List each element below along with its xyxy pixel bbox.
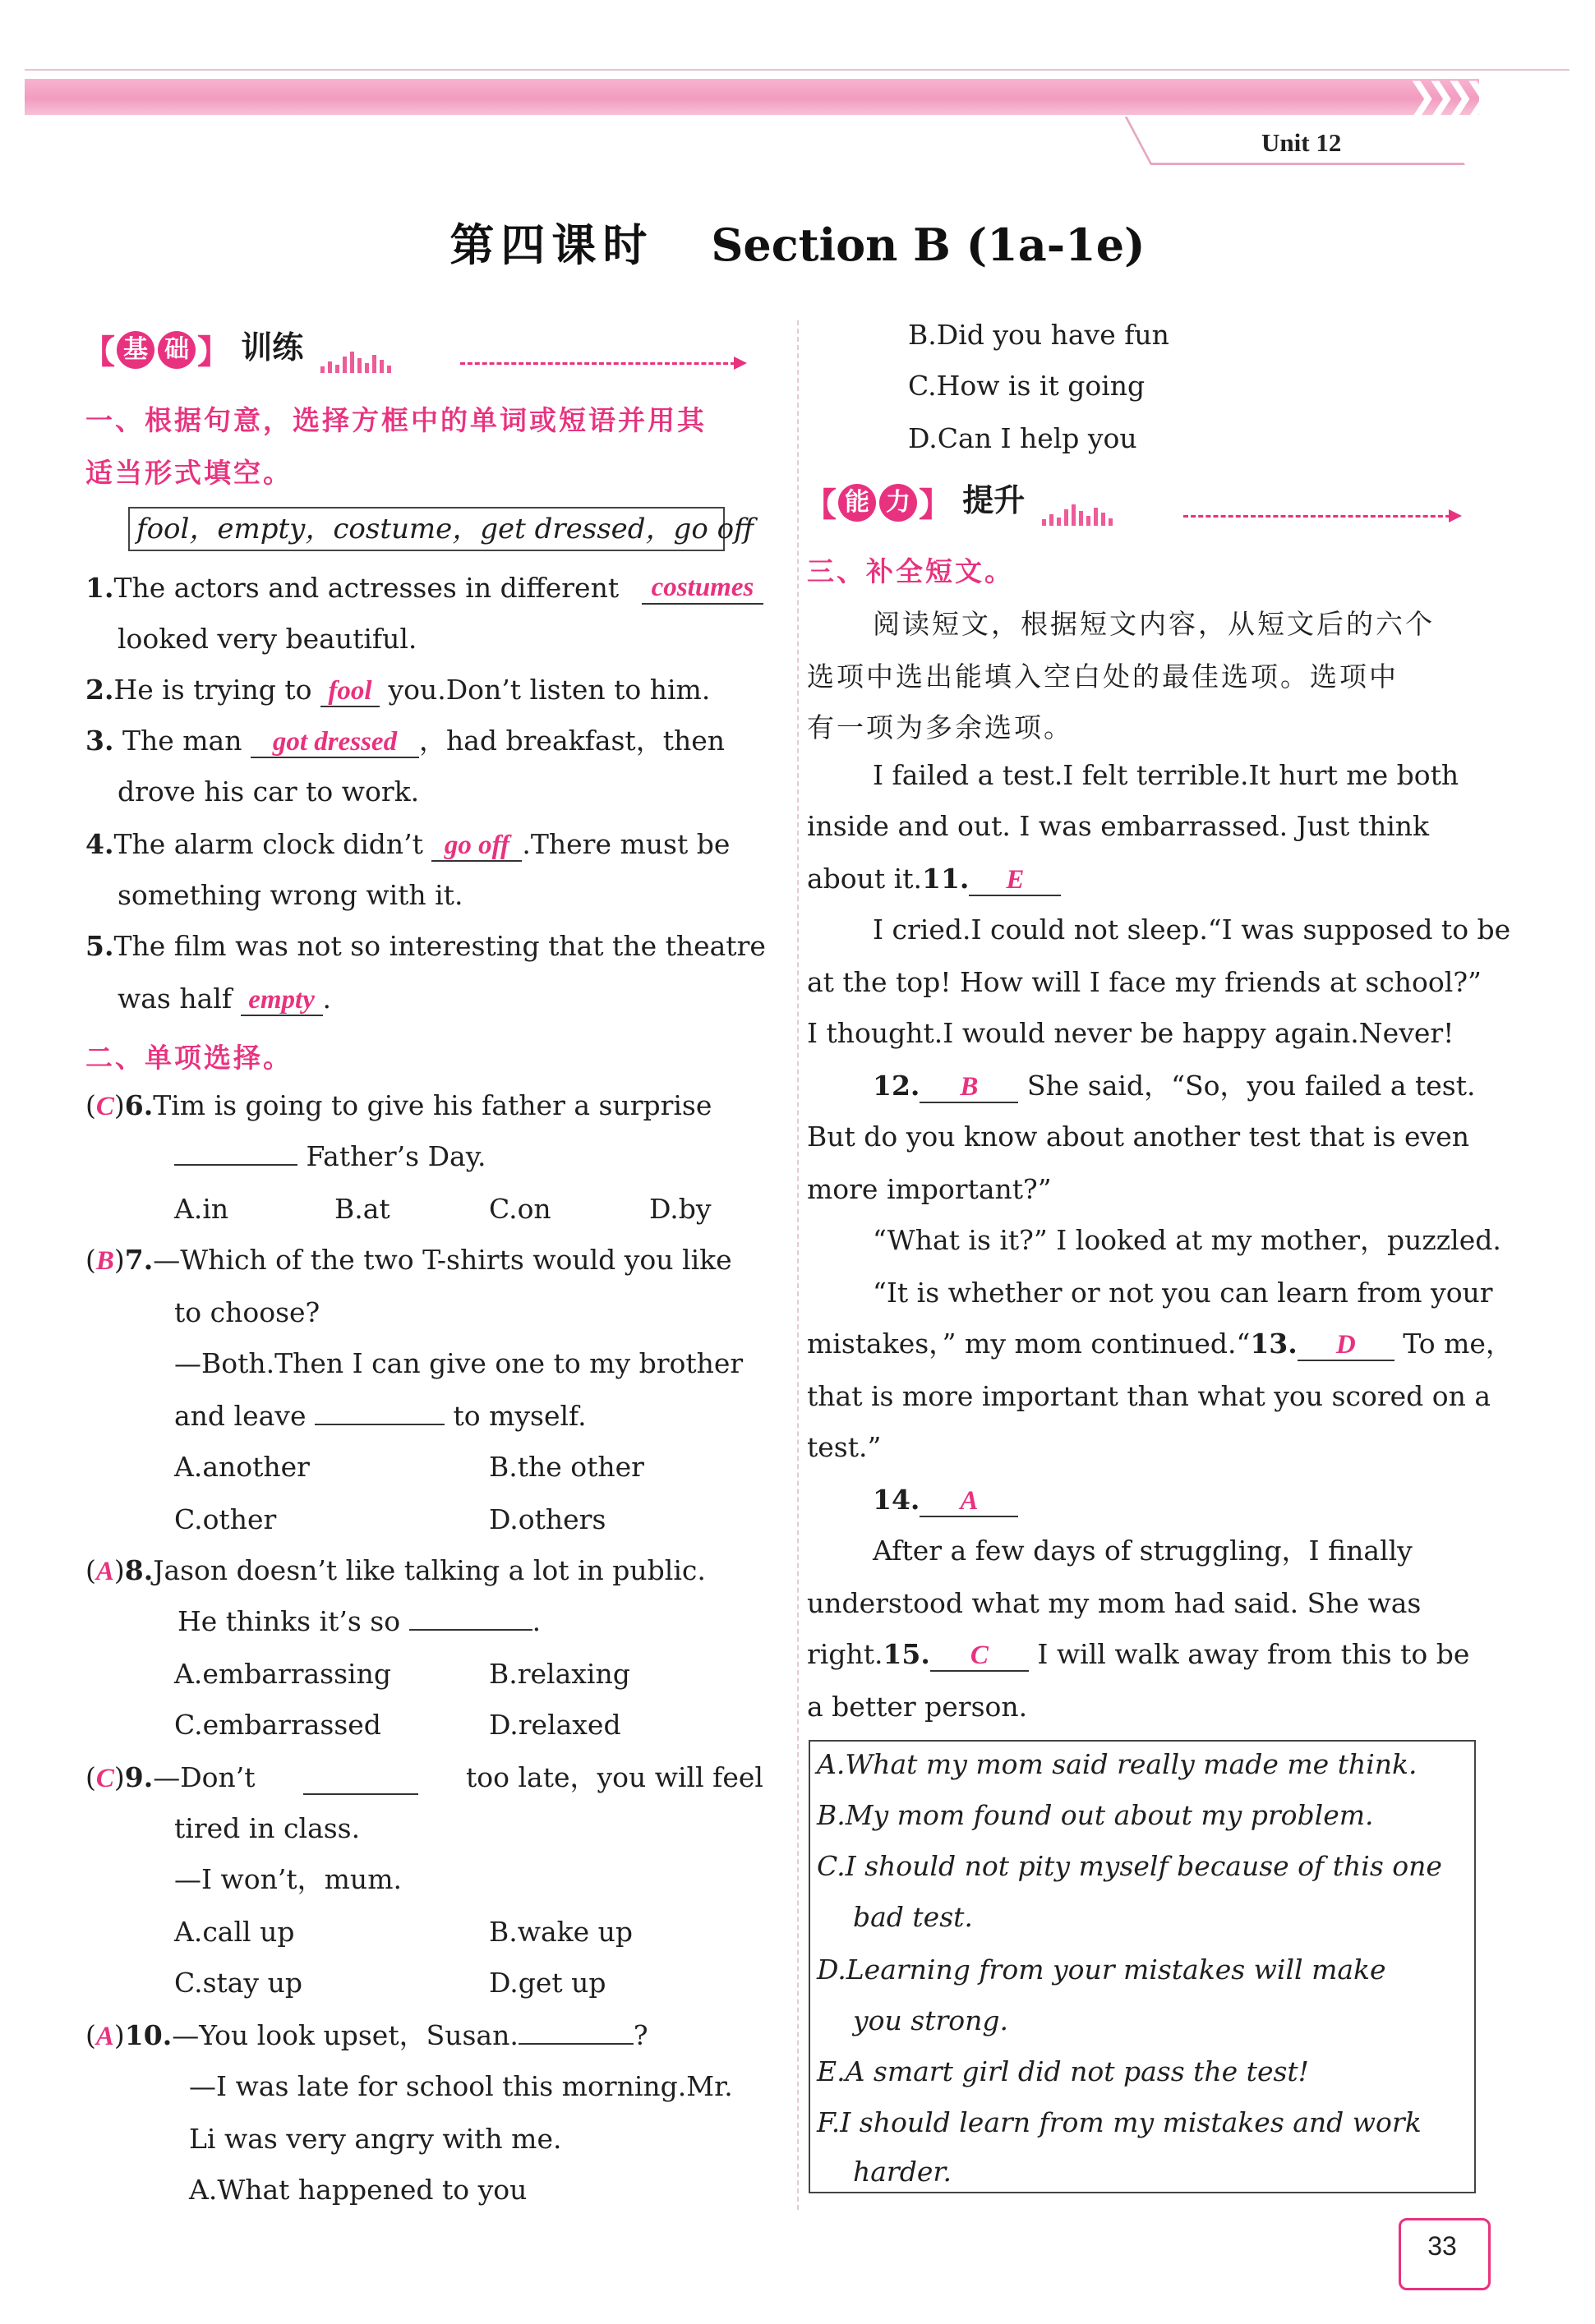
q7-option-d: D.others bbox=[489, 1503, 606, 1535]
q8-option-c: C.embarrassed bbox=[174, 1709, 381, 1741]
header-rule bbox=[25, 69, 1570, 71]
answer-3: got dressed bbox=[272, 727, 398, 757]
question-8: (A)8.Jason doesn’t like talking a lot in public. bbox=[85, 1554, 706, 1586]
page-number: 33 bbox=[1427, 2231, 1457, 2261]
question-8-cont: He thinks it’s so . bbox=[177, 1605, 542, 1637]
answer-14: A bbox=[960, 1486, 979, 1516]
basic-training-heading: 【 基 础 】 训练 bbox=[82, 322, 394, 373]
passage-p2-l2: at the top! How will I face my friends at school?” bbox=[807, 966, 1482, 998]
answer-5: empty bbox=[248, 985, 315, 1015]
question-6-cont: Father’s Day. bbox=[174, 1140, 486, 1173]
question-7-cont: to choose? bbox=[174, 1296, 320, 1328]
basic-badge-2: 础 bbox=[158, 331, 196, 369]
q10-option-a: A.What happened to you bbox=[189, 2174, 528, 2206]
option-c-cont: bad test. bbox=[853, 1901, 973, 1933]
q10-option-d: D.Can I help you bbox=[908, 422, 1137, 454]
part1-heading-line2: 适当形式填空。 bbox=[85, 457, 293, 489]
question-10-reply-cont: Li was very angry with me. bbox=[189, 2123, 562, 2155]
question-5-cont: was half empty . bbox=[118, 983, 332, 1015]
q7-option-a: A.another bbox=[174, 1451, 310, 1483]
passage-p2-l1: I cried.I could not sleep.“I was supposed to be bbox=[873, 913, 1511, 946]
passage-p3-l2: But do you know about another test that is even bbox=[807, 1121, 1469, 1153]
answer-11: E bbox=[1006, 865, 1025, 895]
option-f-cont: harder. bbox=[853, 2156, 952, 2188]
answer-8: A bbox=[95, 1557, 114, 1586]
unit-label: Unit 12 bbox=[1261, 128, 1342, 157]
passage-p3-l1: 12. B She said，“So，you failed a test. bbox=[873, 1070, 1476, 1102]
answer-10: A bbox=[95, 2022, 114, 2051]
option-e: E.A smart girl did not pass the test! bbox=[817, 2055, 1309, 2087]
passage-blank-14: 14. A bbox=[873, 1484, 1018, 1517]
q10-option-c: C.How is it going bbox=[908, 370, 1146, 402]
passage-p3-l3: more important?” bbox=[807, 1173, 1052, 1205]
question-7-reply: —Both.Then I can give one to my brother bbox=[174, 1347, 744, 1379]
arrow-right-icon bbox=[1449, 509, 1462, 522]
answer-9: C bbox=[95, 1764, 114, 1793]
passage-p1-l3: about it.11. E bbox=[807, 863, 1061, 896]
basic-badge-1: 基 bbox=[117, 331, 154, 369]
passage-p5-l4: test.” bbox=[807, 1431, 882, 1463]
question-5: 5.The film was not so interesting that the theatre bbox=[85, 930, 766, 962]
basic-label: 训练 bbox=[241, 329, 304, 366]
question-4-cont: something wrong with it. bbox=[118, 879, 463, 911]
question-7-reply-cont: and leave to myself. bbox=[174, 1400, 587, 1432]
heading-dash-line bbox=[460, 362, 735, 365]
ability-badge-2: 力 bbox=[879, 484, 917, 522]
ability-badge-1: 能 bbox=[838, 484, 876, 522]
q8-option-b: B.relaxing bbox=[489, 1658, 630, 1690]
bars-icon bbox=[320, 337, 394, 373]
answer-12: B bbox=[960, 1072, 979, 1102]
part3-instruction-1: 阅读短文，根据短文内容，从短文后的六个 bbox=[873, 608, 1435, 640]
chevron-right-icon: ❯❯❯❯ bbox=[1407, 76, 1482, 117]
question-9-reply: —I won’t，mum. bbox=[174, 1863, 402, 1895]
q7-option-b: B.the other bbox=[489, 1451, 644, 1483]
passage-p5-l3: that is more important than what you scored on a bbox=[807, 1380, 1491, 1412]
q9-option-a: A.call up bbox=[174, 1916, 295, 1948]
q9-option-d: D.get up bbox=[489, 1967, 606, 1999]
word-box: fool，empty，costume，get dressed，go off bbox=[128, 507, 725, 551]
passage-p4: “What is it?” I looked at my mother，puzzled. bbox=[873, 1224, 1501, 1256]
option-d-cont: you strong. bbox=[853, 2004, 1008, 2036]
passage-p2-l3: I thought.I would never be happy again.Never! bbox=[807, 1017, 1454, 1049]
answer-13: D bbox=[1335, 1330, 1356, 1360]
q7-option-c: C.other bbox=[174, 1503, 277, 1535]
q9-option-c: C.stay up bbox=[174, 1967, 302, 1999]
passage-p1-l2: inside and out. I was embarrassed. Just think bbox=[807, 810, 1430, 842]
passage-p6-l3: right.15. C I will walk away from this to be bbox=[807, 1638, 1470, 1670]
q8-option-d: D.relaxed bbox=[489, 1709, 621, 1741]
passage-p5-l1: “It is whether or not you can learn from your bbox=[873, 1277, 1493, 1309]
option-a: A.What my mom said really made me think. bbox=[817, 1748, 1418, 1780]
option-d: D.Learning from your mistakes will make bbox=[817, 1954, 1386, 1986]
question-3: 3. The man got dressed ，had breakfast，then bbox=[85, 725, 725, 757]
passage-p6-l4: a better person. bbox=[807, 1691, 1028, 1723]
option-c: C.I should not pity myself because of this one bbox=[817, 1850, 1442, 1882]
q10-option-b: B.Did you have fun bbox=[908, 319, 1169, 351]
question-3-cont: drove his car to work. bbox=[118, 775, 420, 808]
part3-instruction-2: 选项中选出能填入空白处的最佳选项。选项中 bbox=[807, 660, 1399, 693]
option-f: F.I should learn from my mistakes and work bbox=[817, 2106, 1422, 2138]
question-1: 1.The actors and actresses in different costumes bbox=[85, 572, 763, 605]
question-4: 4.The alarm clock didn’t go off .There must be bbox=[85, 828, 731, 860]
lesson-title: 第四课时 bbox=[449, 219, 654, 271]
option-b: B.My mom found out about my problem. bbox=[817, 1799, 1374, 1831]
part1-heading-line1: 一、根据句意，选择方框中的单词或短语并用其 bbox=[85, 404, 707, 436]
question-2: 2.He is trying to fool you.Don’t listen to him. bbox=[85, 674, 711, 706]
part3-heading: 三、补全短文。 bbox=[807, 555, 1014, 587]
passage-p1-l1: I failed a test.I felt terrible.It hurt me both bbox=[873, 759, 1459, 791]
heading-dash-line bbox=[1183, 515, 1450, 518]
answer-2: fool bbox=[328, 676, 372, 706]
part2-heading: 二、单项选择。 bbox=[85, 1042, 293, 1074]
answer-15: C bbox=[970, 1641, 989, 1670]
answer-7: B bbox=[95, 1246, 114, 1276]
answer-4: go off bbox=[444, 831, 509, 860]
answer-6: C bbox=[95, 1092, 114, 1121]
question-10: (A)10.—You look upset，Susan. ? bbox=[85, 2019, 648, 2051]
question-1-cont: looked very beautiful. bbox=[118, 623, 417, 655]
part3-instruction-3: 有一项为多余选项。 bbox=[807, 711, 1073, 743]
passage-p6-l1: After a few days of struggling，I finally bbox=[873, 1535, 1413, 1567]
question-6: (C)6.Tim is going to give his father a surprise bbox=[85, 1089, 712, 1121]
passage-p6-l2: understood what my mom had said. She was bbox=[807, 1587, 1422, 1619]
question-9-cont: tired in class. bbox=[174, 1812, 361, 1844]
answer-1: costumes bbox=[651, 573, 754, 602]
ability-heading: 【 能 力 】 提升 bbox=[804, 475, 1116, 526]
ability-label: 提升 bbox=[962, 482, 1026, 518]
section-title: Section B (1a-1e) bbox=[711, 219, 1146, 271]
question-10-reply: —I was late for school this morning.Mr. bbox=[189, 2070, 733, 2102]
column-divider bbox=[797, 320, 799, 2210]
question-7: (B)7.—Which of the two T-shirts would you like bbox=[85, 1244, 732, 1276]
passage-p5-l2: mistakes，” my mom continued.“13. D To me， bbox=[807, 1328, 1513, 1360]
bars-icon bbox=[1042, 490, 1116, 526]
page-title bbox=[0, 210, 1595, 274]
header-band bbox=[25, 79, 1479, 115]
q8-option-a: A.embarrassing bbox=[174, 1658, 391, 1690]
q9-option-b: B.wake up bbox=[489, 1916, 634, 1948]
question-9: (C)9.—Don’t too late，you will feel bbox=[85, 1761, 763, 1793]
arrow-right-icon bbox=[734, 357, 747, 370]
